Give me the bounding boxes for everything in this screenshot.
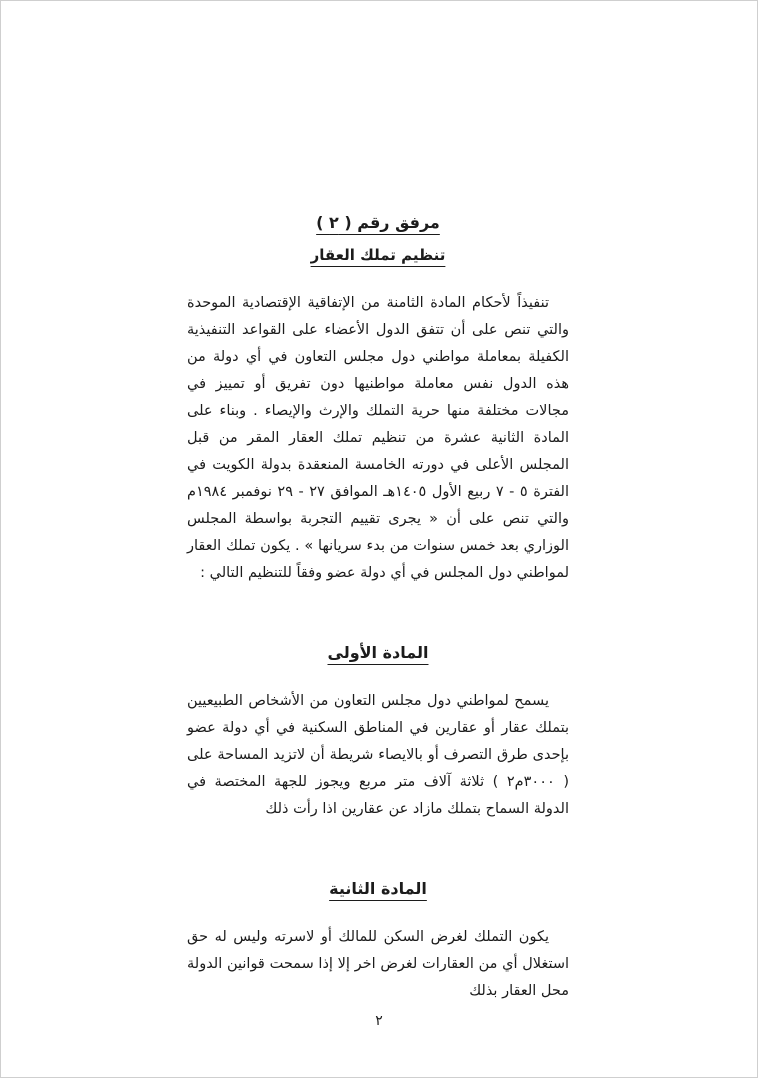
doc-subtitle: تنظيم تملك العقار (310, 246, 446, 264)
intro-paragraph: تنفيذاً لأحكام المادة الثامنة من الإتفاقية الإقتصادية الموحدة والتي تنص على أن تتفق الدول الأعضاء على القواعد التنفيذية الكفيلة بمعاملة مواطني دول مجلس التعاون في أي دولة من هذه الدول نفس معاملة مواطنيها دون تفريق أو تمييز في مجالات مختلفة منها حرية التملك والإرث والإيصاء . وبناء على المادة الثانية عشرة من تنظيم تملك العقار المقر من قبل المجلس الأعلى في دورته الخامسة المنعقدة بدولة الكويت في الفترة ٥ - ٧ ربيع الأول ١٤٠٥هـ الموافق ٢٧ - ٢٩ نوفمبر ١٩٨٤م والتي تنص على أن « يجرى تقييم التجربة بواسطة المجلس الوزاري بعد خمس سنوات من بدء سريانها » . يكون تملك العقار لمواطني دول المجلس في أي دولة عضو وفقاً للتنظيم التالي : (187, 295, 569, 581)
article-1-heading: المادة الأولى (327, 643, 429, 662)
page-number: ٢ (375, 1013, 383, 1029)
article-2-body: يكون التملك لغرض السكن للمالك أو لاسرته وليس له حق استغلال أي من العقارات لغرض اخر إلا إذا سمحت قوانين الدولة محل العقار بذلك (187, 929, 569, 999)
article-2-heading: المادة الثانية (329, 879, 427, 898)
document-content (187, 213, 569, 1005)
doc-title: مرفق رقم ( ٢ ) (316, 213, 440, 232)
article-1-body: يسمح لمواطني دول مجلس التعاون من الأشخاص الطبيعيين بتملك عقار أو عقارين في المناطق السكنية في أي دولة عضو بإحدى طرق التصرف أو بالايصاء شريطة أن لاتزيد المساحة على ( ٣٠٠٠م٢ ) ثلاثة آلاف متر مربع ويجوز للجهة المختصة في الدولة السماح بتملك مازاد عن عقارين اذا رأت ذلك (187, 693, 569, 817)
